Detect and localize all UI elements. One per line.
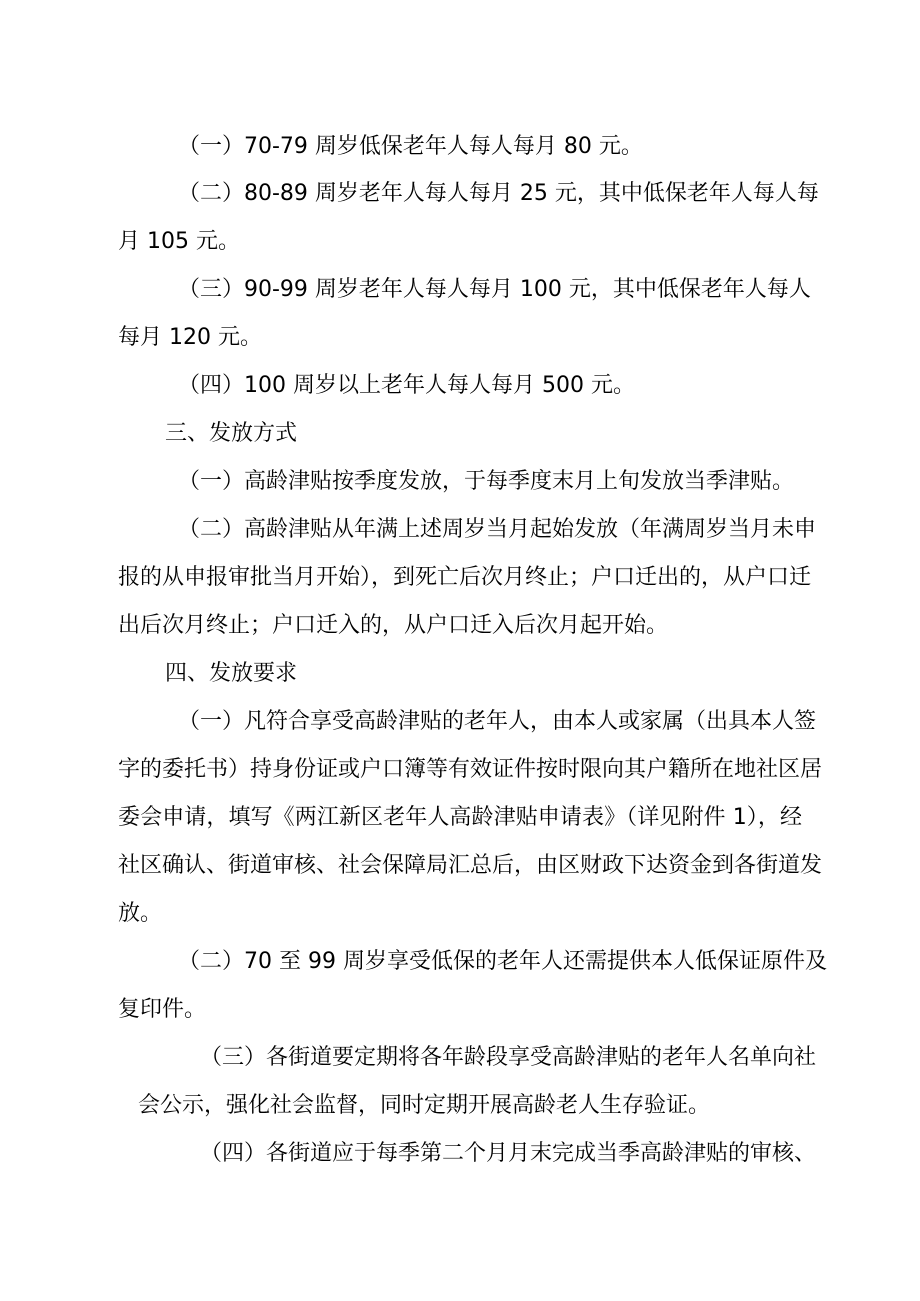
payment-item-2-line-1: （二）高龄津贴从年满上述周岁当月起始发放（年满周岁当月未申: [178, 517, 817, 542]
requirement-item-1-line-5: 放。: [118, 901, 163, 926]
payment-item-1: （一）高龄津贴按季度发放，于每季度末月上旬发放当季津贴。: [178, 469, 795, 494]
requirement-item-2-line-2: 复印件。: [118, 997, 207, 1022]
section-heading-4: 四、发放要求: [165, 661, 298, 686]
payment-item-2-line-3: 出后次月终止；户口迁入的，从户口迁入后次月起开始。: [118, 613, 669, 638]
requirement-item-1-line-2: 字的委托书）持身份证或户口簿等有效证件按时限向其户籍所在地社区居: [118, 757, 823, 782]
requirement-item-1-line-1: （一）凡符合享受高龄津贴的老年人，由本人或家属（出具本人签: [178, 709, 817, 734]
allowance-item-3-line-2: 每月 120 元。: [118, 325, 262, 350]
requirement-item-3-line-1: （三）各街道要定期将各年龄段享受高龄津贴的老年人名单向社: [200, 1045, 817, 1070]
allowance-item-1: （一）70-79 周岁低保老年人每人每月 80 元。: [178, 134, 643, 159]
payment-item-2-line-2: 报的从申报审批当月开始），到死亡后次月终止；户口迁出的，从户口迁: [118, 565, 812, 590]
requirement-item-1-line-3: 委会申请，填写《两江新区老年人高龄津贴申请表》（详见附件 1），经: [118, 805, 802, 830]
allowance-item-3-line-1: （三）90-99 周岁老年人每人每月 100 元，其中低保老年人每人: [178, 277, 811, 302]
allowance-item-2-line-2: 月 105 元。: [118, 229, 240, 254]
section-heading-3: 三、发放方式: [165, 421, 298, 446]
requirement-item-2-line-1: （二）70 至 99 周岁享受低保的老年人还需提供本人低保证原件及: [178, 949, 827, 974]
requirement-item-4-line-1: （四）各街道应于每季第二个月月末完成当季高龄津贴的审核、: [200, 1141, 817, 1166]
allowance-item-2-line-1: （二）80-89 周岁老年人每人每月 25 元，其中低保老年人每人每: [178, 181, 819, 206]
requirement-item-1-line-4: 社区确认、街道审核、社会保障局汇总后，由区财政下达资金到各街道发: [118, 853, 823, 878]
allowance-item-4: （四）100 周岁以上老年人每人每月 500 元。: [178, 373, 635, 398]
requirement-item-3-line-2: 会公示，强化社会监督，同时定期开展高龄老人生存验证。: [138, 1093, 711, 1118]
